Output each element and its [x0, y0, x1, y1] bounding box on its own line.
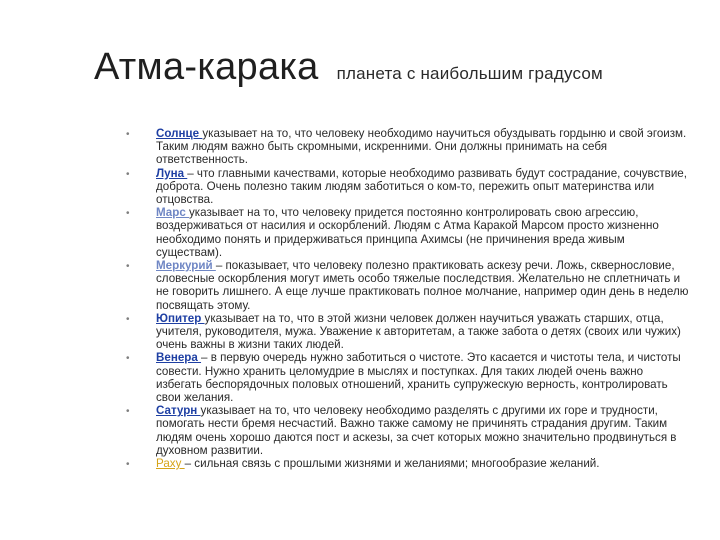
item-text: – что главными качествами, которые необходимо развивать будут сострадание, сочувствие, доброта. Очень полезно таким людям заботиться о ком-то, пережить опыт материнства или отцовства. — [156, 166, 687, 207]
bullet-icon: • — [126, 353, 130, 365]
list-item-moon — [126, 167, 692, 207]
planet-list — [126, 127, 692, 470]
planet-link-saturn[interactable]: Сатурн — [156, 404, 201, 418]
item-text: указывает на то, что в этой жизни человек должен научиться уважать старших, отца, учителя, руководителя, мужа. Уважение к авторитетам, а также забота о детях (своих или чужих) очень важны в жизни таких людей. — [156, 311, 681, 352]
slide-subtitle: планета с наибольшим градусом — [336, 64, 603, 83]
planet-link-rahu[interactable]: Раху — [156, 457, 185, 471]
item-text: – сильная связь с прошлыми жизнями и желаниями; многообразие желаний. — [184, 457, 600, 471]
planet-link-moon[interactable]: Луна — [156, 166, 188, 180]
list-item-jupiter — [126, 312, 692, 352]
item-text: указывает на то, что человеку необходимо разделять с другими их горе и трудности, помогать нести бремя несчастий. Важно также самому не причинять страдания другим. Таким людям очень хорошо даются пост и аскезы, за счет которых можно значительно продвинуться в духовном развитии. — [156, 404, 677, 457]
bullet-icon: • — [126, 459, 130, 471]
title-row — [94, 46, 704, 89]
bullet-icon: • — [126, 261, 130, 273]
list-item-rahu — [126, 457, 692, 470]
bullet-icon: • — [126, 168, 130, 180]
list-item-sun — [126, 127, 692, 167]
bullet-icon: • — [126, 208, 130, 220]
slide-title: Атма-карака — [94, 46, 319, 88]
bullet-icon: • — [126, 129, 130, 140]
planet-link-mercury[interactable]: Меркурий — [156, 259, 216, 273]
planet-link-sun[interactable]: Солнце — [156, 127, 203, 140]
planet-link-jupiter[interactable]: Юпитер — [156, 311, 205, 325]
item-text: – в первую очередь нужно заботиться о чистоте. Это касается и чистоты тела, и чистоты совести. Нужно хранить целомудрие в мыслях и поступках. Для таких людей очень важно избегать беспорядочных половых отношений, хранить супружескую верность, контролировать свои желания. — [156, 351, 681, 405]
planet-link-venus[interactable]: Венера — [156, 351, 202, 365]
list-item-saturn — [126, 404, 692, 457]
bullet-icon: • — [126, 406, 130, 418]
list-item-mercury — [126, 259, 692, 312]
bullet-icon: • — [126, 313, 130, 325]
item-text: указывает на то, что человеку придется постоянно контролировать свою агрессию, воздерживаться от насилия и оскорблений. Людям с Атма Каракой Марсом просто жизненно необходимо понять и придерживаться принципа Ахимсы (не причинения вреда живым существам). — [156, 206, 659, 259]
item-text: указывает на то, что человеку необходимо научиться обуздывать гордыню и свой эгоизм. Таким людям важно быть скромными, искренними. Они должны принимать на себя ответственность. — [156, 127, 687, 167]
item-text: – показывает, что человеку полезно практиковать аскезу речи. Ложь, сквернословие, словесные оскорбления могут иметь особо тяжелые последствия. Желательно не сплетничать и не говорить лишнего. А еще лучше практиковать полное молчание, например один день в неделю посвящать этому. — [156, 259, 689, 312]
list-item-mars — [126, 206, 692, 259]
list-item-venus — [126, 351, 692, 404]
planet-link-mars[interactable]: Марс — [156, 206, 189, 220]
